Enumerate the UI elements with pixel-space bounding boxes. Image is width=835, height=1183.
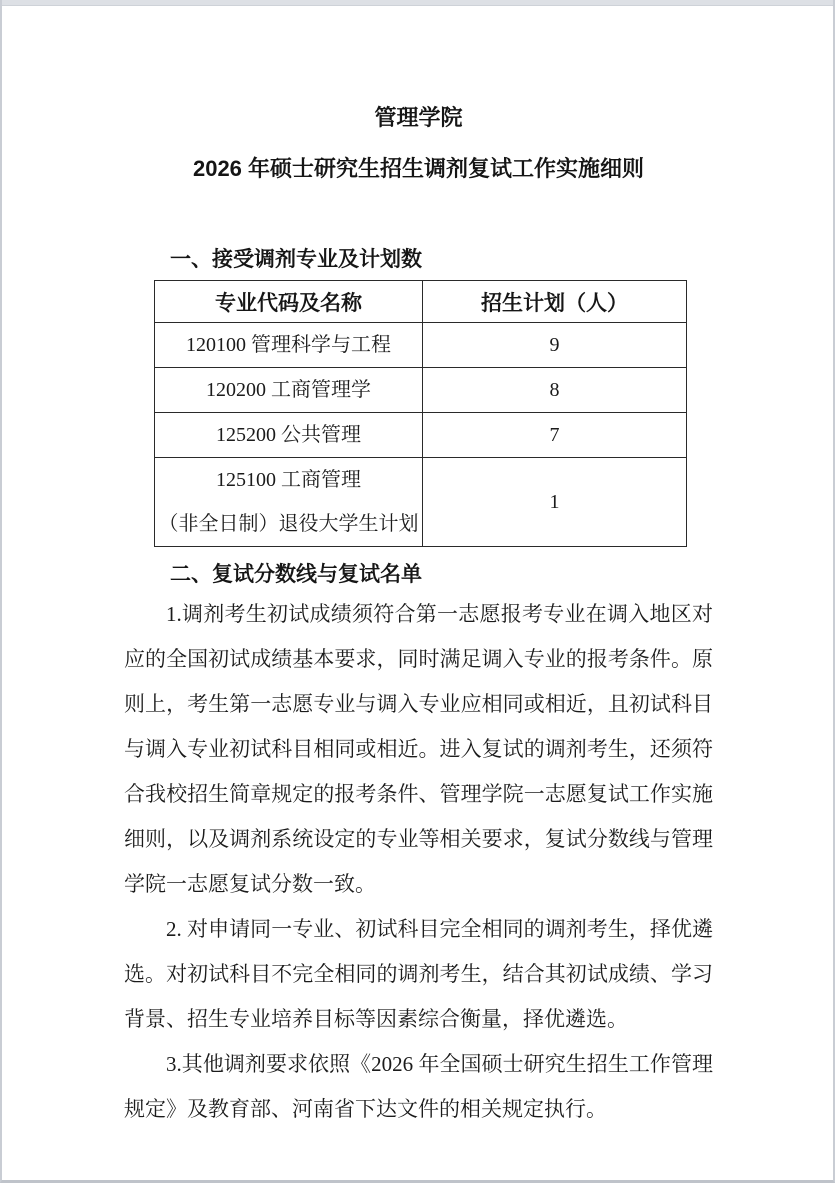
plan-cell: 9 — [423, 323, 687, 368]
doc-title: 管理学院 — [374, 105, 463, 130]
major-name-line2: （非全日制）退役大学生计划 — [158, 513, 419, 535]
major-name: 125100 工商管理 — [216, 469, 361, 491]
table-header-row — [155, 281, 687, 323]
document-page — [2, 103, 833, 1132]
plan-cell: 8 — [423, 368, 687, 413]
major-cell — [155, 323, 423, 368]
major-cell — [155, 413, 423, 458]
admission-plan-table — [154, 280, 687, 547]
major-name: 120200 工商管理学 — [206, 379, 371, 401]
plan-cell: 1 — [423, 458, 687, 547]
major-cell — [155, 368, 423, 413]
table-row — [155, 368, 687, 413]
viewer-top-strip — [2, 0, 833, 6]
major-name: 120100 管理科学与工程 — [186, 334, 391, 356]
table-header-plan: 招生计划（人） — [423, 281, 687, 323]
table-row — [155, 323, 687, 368]
section-1-heading: 一、接受调剂专业及计划数 — [170, 248, 422, 271]
table-row — [155, 458, 687, 547]
doc-subtitle: 2026 年硕士研究生招生调剂复试工作实施细则 — [192, 156, 645, 181]
paragraph-3: 3.其他调剂要求依照《2026 年全国硕士研究生招生工作管理规定》及教育部、河南省下达文件的相关规定执行。 — [124, 1052, 713, 1121]
paragraph-1: 1.调剂考生初试成绩须符合第一志愿报考专业在调入地区对应的全国初试成绩基本要求，同时满足调入专业的报考条件。原则上，考生第一志愿专业与调入专业应相同或相近，且初试科目与调入专业初试科目相同或相近。进入复试的调剂考生，还须符合我校招生简章规定的报考条件、管理学院一志愿复试工作实施细则，以及调剂系统设定的专业等相关要求，复试分数线与管理学院一志愿复试分数一致。 — [124, 602, 713, 896]
paragraph-2: 2. 对申请同一专业、初试科目完全相同的调剂考生，择优遴选。对初试科目不完全相同的调剂考生，结合其初试成绩、学习背景、招生专业培养目标等因素综合衡量，择优遴选。 — [124, 917, 713, 1031]
major-name: 125200 公共管理 — [216, 424, 361, 446]
major-cell — [155, 458, 423, 547]
table-header-major: 专业代码及名称 — [155, 281, 423, 323]
table-row — [155, 413, 687, 458]
plan-cell: 7 — [423, 413, 687, 458]
section-2-heading: 二、复试分数线与复试名单 — [170, 563, 422, 586]
